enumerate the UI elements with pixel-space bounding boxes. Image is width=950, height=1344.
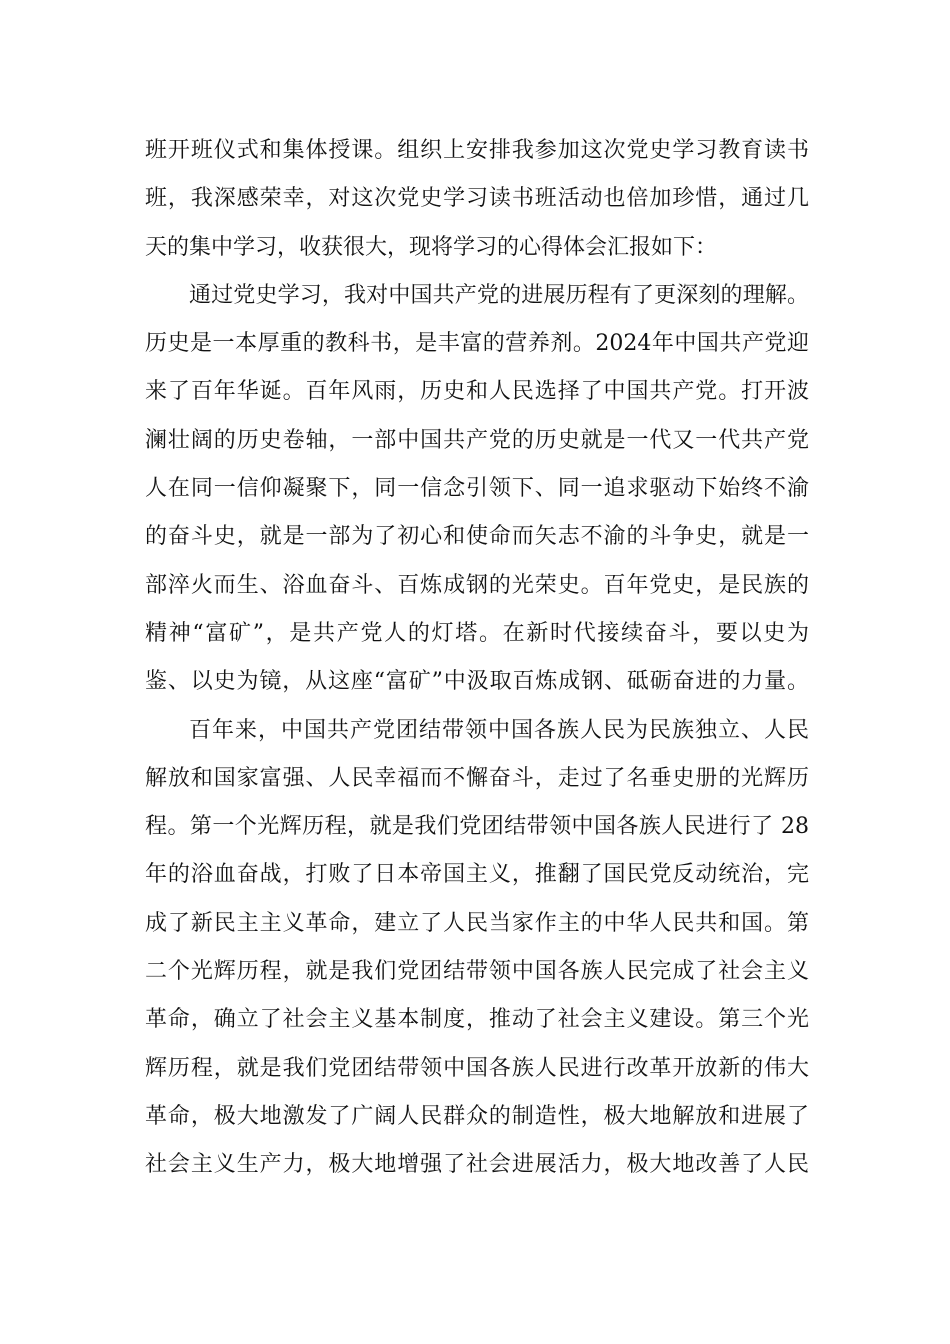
- text-line: 班开班仪式和集体授课。组织上安排我参加这次党史学习教育读书: [145, 138, 809, 163]
- text-line: 成了新民主主义革命，建立了人民当家作主的中华人民共和国。第: [145, 910, 809, 936]
- paragraph-first-line: 百年来，中国共产党团结带领中国各族人民为民族独立、人民: [189, 717, 809, 743]
- text-line: 部淬火而生、浴血奋斗、百炼成钢的光荣史。百年党史，是民族的: [145, 572, 809, 598]
- text-line: 程。第一个光辉历程，就是我们党团结带领中国各族人民进行了 28: [145, 814, 809, 840]
- text-line: 二个光辉历程，就是我们党团结带领中国各族人民完成了社会主义: [145, 959, 809, 985]
- text-line: 的奋斗史，就是一部为了初心和使命而矢志不渝的斗争史，就是一: [145, 524, 809, 550]
- text-line: 革命，极大地激发了广阔人民群众的制造性，极大地解放和进展了: [145, 1103, 809, 1129]
- text-line: 精神“富矿”，是共产党人的灯塔。在新时代接续奋斗，要以史为: [145, 620, 809, 646]
- paragraph-end-line: 鉴、以史为镜，从这座“富矿”中汲取百炼成钢、砥砺奋进的力量。: [145, 669, 809, 695]
- text-line: 人在同一信仰凝聚下，同一信念引领下、同一追求驱动下始终不渝: [145, 476, 809, 502]
- text-line: 社会主义生产力，极大地增强了社会进展活力，极大地改善了人民: [145, 1152, 809, 1178]
- text-line: 澜壮阔的历史卷轴，一部中国共产党的历史就是一代又一代共产党: [145, 427, 809, 453]
- text-line: 革命，确立了社会主义基本制度，推动了社会主义建设。第三个光: [145, 1007, 809, 1033]
- text-line: 历史是一本厚重的教科书，是丰富的营养剂。2024年中国共产党迎: [145, 331, 809, 357]
- paragraph-end-line: 天的集中学习，收获很大，现将学习的心得体会汇报如下：: [145, 234, 718, 260]
- body-text: [145, 127, 809, 1190]
- text-line: 来了百年华诞。百年风雨，历史和人民选择了中国共产党。打开波: [145, 379, 809, 405]
- text-line: 解放和国家富强、人民幸福而不懈奋斗，走过了名垂史册的光辉历: [145, 765, 809, 791]
- text-line: 辉历程，就是我们党团结带领中国各族人民进行改革开放新的伟大: [145, 1055, 809, 1081]
- text-line: 年的浴血奋战，打败了日本帝国主义，推翻了国民党反动统治，完: [145, 862, 809, 888]
- text-line: 班，我深感荣幸，对这次党史学习读书班活动也倍加珍惜，通过几: [145, 186, 809, 212]
- paragraph-first-line: 通过党史学习，我对中国共产党的进展历程有了更深刻的理解。: [189, 282, 809, 308]
